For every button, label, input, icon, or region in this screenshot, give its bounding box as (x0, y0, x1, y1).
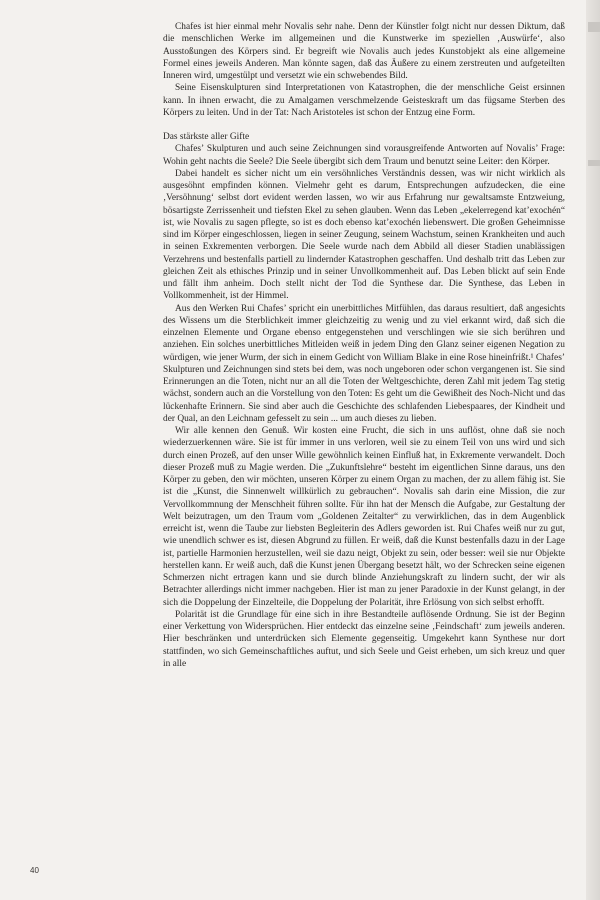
paragraph: Wir alle kennen den Genuß. Wir kosten eine Frucht, die sich in uns auflöst, ohne daß sie noch wiederzuerkennen wäre. Sie ist für immer in uns verloren, weil sie zu einem Teil von uns wird und sich durch einen Prozeß, auf den unser Wille gewöhnlich keinen Einfluß hat, in Exkremente verwandelt. Doch dieser Prozeß muß zu Magie werden. Die „Zukunftslehre“ besteht im eigentlichen Sinne daraus, uns den Körper zu geben, den wir möchten, unseren Körper zu einem Organ zu machen, der zu allem fähig ist. Sie ist die „Kunst, die Sinnenwelt willkürlich zu gebrauchen“. Novalis sah darin eine Mission, die zur Vervollkommnung der Menschheit führen sollte. Für ihn hat der Mensch die Aufgabe, zur Gestaltung der Welt beizutragen, um den Traum vom „Goldenen Zeitalter“ zu verwirklichen, das in dem Augenblick erreicht ist, wenn die Taube zur liebsten Begleiterin des Adlers geworden ist. Rui Chafes weiß nur zu gut, wie unendlich schwer es ist, diesen Abgrund zu füllen. Er weiß, daß die Kunst bestenfalls dazu in der Lage ist, partielle Harmonien herzustellen, weil sie dazu neigt, Objekt zu sein, oder besser: weil sie nur Objekte herstellen kann. Er weiß auch, daß die Kunst jenen Übergang besetzt hält, wo der Schrecken seine eigenen Schmerzen nicht ertragen kann und sie durch blinde Anziehungskraft zu lindern sucht, der wir als Betrachter allerdings nicht immer nachgeben. Hier ist man zu jener Paradoxie in der Kunst gelangt, in der sich die Doppelung der Einzelteile, die Doppelung der Polarität, ihre Erlösung von sich selbst erhofft. (163, 426, 565, 608)
page-number: 40 (30, 866, 39, 875)
paragraph: Aus den Werken Rui Chafes’ spricht ein unerbittliches Mitfühlen, das daraus resultiert, daß angesichts des Wissens um die Sterblichkeit immer gleichzeitig zu wenig und zu viel erkannt wird, daß sich die einzelnen Elemente und Organe ebenso entgegenstehen und verschlingen wie sie sich berühren und anziehen. Ein solches unerbittliches Mitleiden weiß in jedem Ding den Glanz seiner eigenen Negation zu würdigen, wie jener Wurm, der sich in einem Gedicht von William Blake in eine Rose hineinfrißt.¹ Chafes’ Skulpturen und Zeichnungen sind stets bei dem, was noch ungeboren oder schon vergangenen ist. Sie sind Erinnerungen an die Toten, nicht nur an all die Toten der Weltgeschichte, deren Zahl mit jedem Tag stetig wächst, sondern auch an die Vorstellung von den Toten: Es geht um die Gewißheit des Noch-Nicht und das lückenhafte Erinnern. Sie sind aber auch die Geschichte des schlafenden Liebespaares, der Kindheit und der Qual, an den Leichnam gefesselt zu sein ... um auch dieses zu lieben. (163, 303, 565, 424)
paragraph: Polarität ist die Grundlage für eine sich in ihre Bestandteile auflösende Ordnung. Sie ist der Beginn einer Verkettung von Widersprüchen. Hier entdeckt das einzelne seine ‚Feindschaft‘ zum jeweils anderen. Hier beschränken und unterdrücken sich Elemente gegenseitig. Umgekehrt kann Synthese nur dort stattfinden, wo sich Gemeinschaftliches auftut, und sich Seele und Geist erheben, um sich kreuz und quer in alle (163, 609, 565, 669)
page-edge-mark (588, 160, 600, 166)
paragraph: Dabei handelt es sicher nicht um ein versöhnliches Verständnis dessen, was wir nicht wirklich als ausgesöhnt empfinden können. Vielmehr geht es darum, Entsprechungen aufzudecken, die eine ‚Versöhnung‘ selbst dort evident werden lassen, wo wir aus Erfahrung nur gewaltsamste Entzweiung, bösartigste Zerrissenheit und tiefsten Ekel zu sehen glauben. Wenn das Leben „ekelerregend kat’exochén“ ist, wie Novalis zu sagen pflegte, so ist es doch ebenso kat’exochén liebenswert. Die großen Geheimnisse sind im Körper eingeschlossen, liegen in seiner Zeugung, seinem Wachstum, seinen Krankheiten und auch in seinen Exkrementen verborgen. Die Seele wurde nach dem Abbild all dieser Stadien unablässigen Verzehrens und bestenfalls partiell zu lindernder Katastrophen geschaffen. Und deshalb tritt das Leben zur gleichen Zeit als ethisches Prinzip und in seiner Unvollkommenheit auf. Das Leben blickt auf sein Ende und fällt ihm anheim. Doch stellt nicht der Tod die Synthese dar. Die Synthese, das Leben in Vollkommenheit, ist der Himmel. (163, 168, 565, 302)
section-heading: Das stärkste aller Gifte (163, 132, 250, 142)
page-edge (586, 0, 600, 900)
page-edge-mark (588, 22, 600, 32)
paragraph: Chafes ist hier einmal mehr Novalis sehr nahe. Denn der Künstler folgt nicht nur dessen Diktum, daß die menschlichen Werke im allgemeinen und die Kunstwerke im speziellen ‚Auswürfe‘, also Ausstoßungen des Körpers sind. Er begreift wie Novalis auch jedes Kunstobjekt als eine allgemeine Formel eines jeweils Anderen. Man könnte sagen, daß das Äußere zu einem zerstreuten und aufgeteilten Inneren wird, umgestülpt und versetzt wie ein schwebendes Bild. (163, 22, 565, 81)
paragraph: Seine Eisenskulpturen sind Interpretationen von Katastrophen, die der menschliche Geist ersinnen kann. In ihnen erwacht, die zu Amalgamen verschmelzende Geisteskraft um das fügsame Sterben des Körpers zu leiten. Und in der Tat: Nach Aristoteles ist schon der Entzug eine Form. (163, 83, 565, 118)
body-text-column (163, 21, 565, 670)
paragraph: Chafes’ Skulpturen und auch seine Zeichnungen sind vorausgreifende Antworten auf Novalis’ Frage: Wohin geht nachts die Seele? Die Seele übergibt sich dem Traum und benutzt seine Leiter: den Körper. (163, 144, 565, 167)
